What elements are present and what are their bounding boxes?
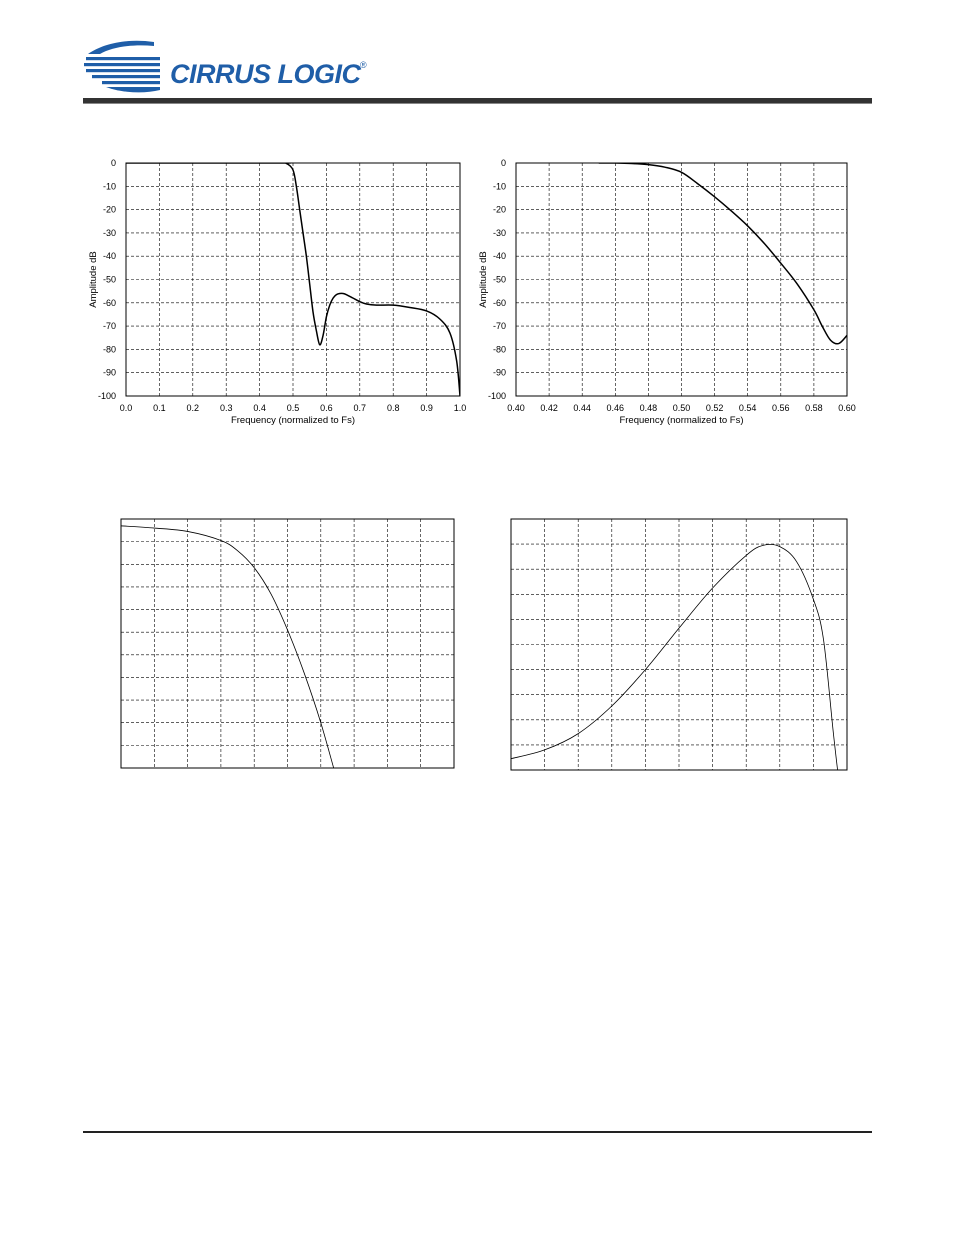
chart-1-ytick-label: -30: [102, 227, 116, 238]
chart-1-ytick-label: -100: [97, 391, 116, 401]
chart-2-series-1-line: [599, 163, 847, 344]
chart-1-ytick-label: 0: [110, 158, 116, 168]
chart-1-xtick-label: 0.0: [119, 403, 133, 413]
chart-1-ytick-label: -80: [102, 344, 116, 355]
chart-1-xtick-label: 0.7: [353, 403, 367, 413]
chart-2-ytick-label: 0: [500, 158, 506, 168]
chart-1-xtick-label: 1.0: [453, 403, 467, 413]
chart-1-ylabel: Amplitude dB: [88, 251, 99, 308]
chart-4: [511, 519, 847, 820]
chart-2-ytick-label: -20: [492, 204, 506, 215]
chart-1-ytick-label: -90: [102, 367, 116, 378]
chart-3-series-1-line: [121, 526, 347, 816]
chart-2-xtick-label: 0.56: [772, 403, 790, 413]
chart-1-xtick-label: 0.8: [386, 403, 400, 413]
chart-2-ytick-label: -90: [492, 367, 506, 378]
chart-2-ylabel: Amplitude dB: [478, 251, 489, 308]
chart-2-ytick-label: -30: [492, 227, 506, 238]
chart-2-ytick-label: -60: [492, 297, 506, 308]
chart-2-xtick-label: 0.40: [507, 403, 525, 413]
chart-2-xtick-label: 0.60: [838, 403, 856, 413]
chart-1-xtick-label: 0.5: [286, 403, 300, 413]
chart-2-ytick-label: -40: [492, 251, 506, 262]
chart-1-xtick-label: 0.9: [420, 403, 433, 413]
chart-1-ytick-label: -10: [102, 181, 116, 192]
chart-2-ytick-label: -70: [492, 321, 506, 332]
chart-2-xtick-label: 0.58: [805, 403, 823, 413]
chart-3: [121, 519, 454, 816]
chart-1-xlabel: Frequency (normalized to Fs): [230, 415, 356, 426]
chart-1-xtick-label: 0.3: [219, 403, 233, 413]
chart-2-xtick-label: 0.50: [672, 403, 691, 413]
chart-1-ytick-label: -50: [102, 274, 116, 285]
chart-1-xtick-label: 0.1: [153, 403, 166, 413]
chart-2-ytick-label: -80: [492, 344, 506, 355]
chart-2-xtick-label: 0.42: [540, 403, 558, 413]
chart-2-xtick-label: 0.44: [573, 403, 591, 413]
chart-2-ytick-label: -50: [492, 274, 506, 285]
chart-1-ytick-label: -40: [102, 251, 116, 262]
chart-1-ytick-label: -20: [102, 204, 116, 215]
chart-1-xtick-label: 0.6: [320, 403, 333, 413]
chart-1: [88, 158, 466, 426]
chart-2-ytick-label: -10: [492, 181, 506, 192]
chart-2-xtick-label: 0.46: [606, 403, 625, 413]
chart-1-ytick-label: -60: [102, 297, 116, 308]
logo-wordmark: CIRRUS LOGIC: [170, 59, 361, 89]
chart-1-xtick-label: 0.2: [186, 403, 200, 413]
chart-1-xtick-label: 0.4: [253, 403, 266, 413]
registered-mark: ®: [360, 60, 367, 70]
chart-2-xtick-label: 0.48: [639, 403, 658, 413]
chart-2: [478, 158, 856, 426]
chart-2-xtick-label: 0.52: [705, 403, 724, 413]
chart-1-ytick-label: -70: [102, 321, 116, 332]
chart-2-xtick-label: 0.54: [738, 403, 757, 413]
chart-2-ytick-label: -100: [487, 391, 506, 401]
chart-2-xlabel: Frequency (normalized to Fs): [619, 415, 744, 426]
